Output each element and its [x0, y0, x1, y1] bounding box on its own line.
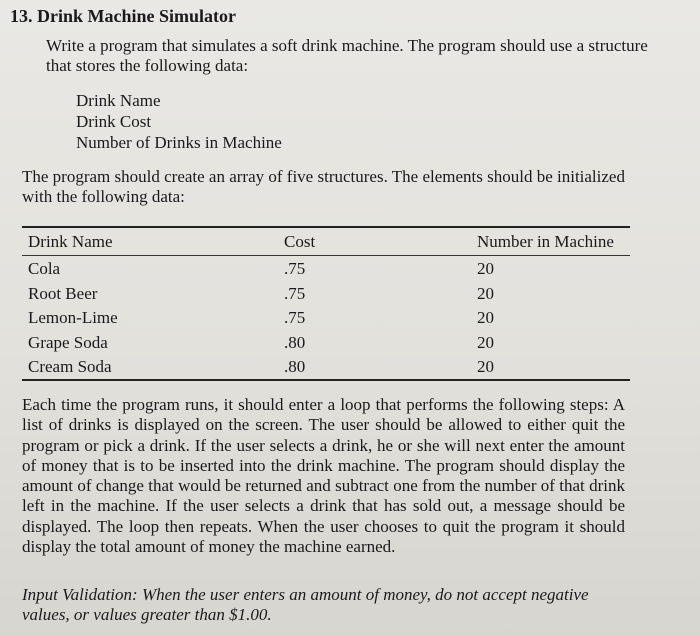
cost-cell: .75 — [284, 308, 306, 327]
array-paragraph: The program should create an array of five structures. The elements should be initialized with the following data: — [22, 167, 625, 206]
count-cell: 20 — [477, 259, 494, 278]
cost-cell: .75 — [284, 283, 306, 303]
field-item: Drink Cost — [76, 112, 152, 131]
drink-table — [22, 226, 630, 381]
drink-name-cell: Cola — [28, 259, 61, 278]
drink-name-cell: Root Beer — [28, 283, 98, 303]
field-item: Number of Drinks in Machine — [76, 133, 282, 152]
table-header-row — [22, 228, 630, 256]
drink-name-cell: Cream Soda — [28, 357, 112, 376]
cost-cell: .80 — [284, 332, 306, 352]
table-row — [22, 305, 630, 330]
field-item: Drink Name — [76, 91, 161, 110]
count-cell: 20 — [477, 283, 494, 303]
field-list — [76, 90, 282, 153]
drink-name-cell: Lemon-Lime — [28, 308, 118, 327]
input-validation-paragraph: Input Validation: When the user enters an amount of money, do not accept negative values, or values greater than $1.00. — [22, 585, 589, 624]
drink-name-cell: Grape Soda — [28, 332, 108, 352]
table-row — [22, 354, 630, 379]
count-cell: 20 — [477, 332, 494, 352]
intro-paragraph: Write a program that simulates a soft drink machine. The program should use a structure that stores the following data: — [46, 36, 648, 75]
header-drink-name: Drink Name — [28, 232, 113, 251]
loop-paragraph: Each time the program runs, it should enter a loop that performs the following steps: A list of drinks is displayed on the screen. The user should be allowed to either quit the program or pick a drink. If the user selects a drink, he or she will next enter the amount of money that is to be inserted into the drink machine. The program should display the amount of change that would be returned and subtract one from the number of that drink left in the machine. If the user selects a drink that has sold out, a message should be displayed. The loop then repeats. When the user chooses to quit the program it should display the total amount of money the machine earned. — [22, 395, 625, 557]
table-row — [22, 330, 630, 355]
table-row — [22, 281, 630, 306]
exercise-title: 13. Drink Machine Simulator — [10, 6, 237, 26]
header-cost: Cost — [284, 232, 316, 251]
count-cell: 20 — [477, 308, 494, 327]
cost-cell: .75 — [284, 259, 306, 278]
table-row — [22, 256, 630, 281]
count-cell: 20 — [477, 357, 494, 376]
header-number-in-machine: Number in Machine — [477, 232, 614, 251]
cost-cell: .80 — [284, 357, 306, 376]
